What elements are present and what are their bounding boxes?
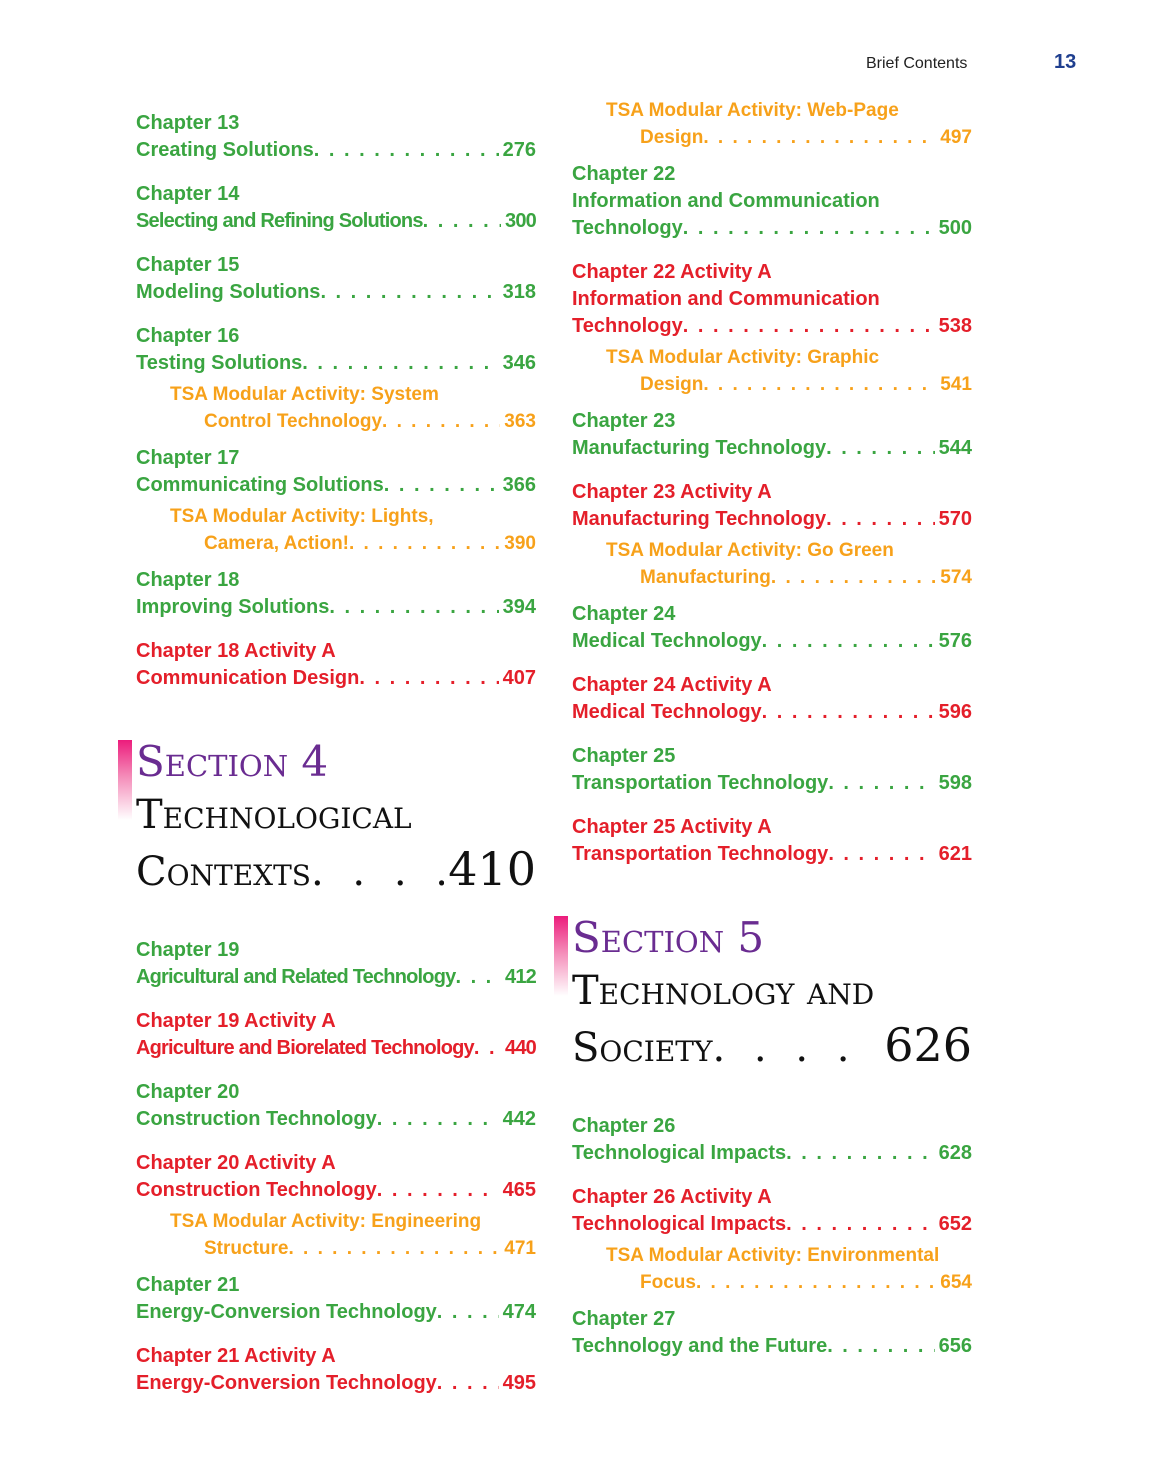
chapter-number: Chapter 19 <box>136 939 240 961</box>
section-heading <box>136 736 536 899</box>
chapter-number: Chapter 21 Activity A <box>136 1345 336 1367</box>
activity-entry[interactable] <box>572 479 972 533</box>
toc-line[interactable] <box>572 841 972 868</box>
entry-page: 363 <box>504 411 536 432</box>
toc-line[interactable] <box>572 313 972 340</box>
toc-line[interactable] <box>136 1177 536 1204</box>
activity-entry[interactable] <box>136 1008 536 1062</box>
entry-title: Communicating Solutions <box>136 474 384 496</box>
chapter-entry[interactable] <box>572 1113 972 1167</box>
chapter-number: Chapter 19 Activity A <box>136 1010 336 1032</box>
chapter-entry[interactable] <box>136 445 536 499</box>
leader-dots <box>311 845 444 899</box>
entry-page: 366 <box>502 474 536 496</box>
activity-entry[interactable] <box>572 814 972 868</box>
toc-line[interactable] <box>136 472 536 499</box>
leader-dots <box>703 371 936 398</box>
entry-page: 412 <box>505 966 536 988</box>
toc-line[interactable] <box>136 350 536 377</box>
toc-line[interactable] <box>606 371 972 398</box>
left-column <box>136 110 536 1414</box>
entry-title: Focus <box>640 1272 696 1293</box>
toc-line[interactable] <box>136 1035 536 1062</box>
chapter-number: Chapter 22 <box>572 163 676 185</box>
entry-title: Transportation Technology <box>572 843 829 865</box>
entry-page: 390 <box>504 533 536 554</box>
entry-page: 544 <box>938 437 972 459</box>
chapter-entry[interactable] <box>136 181 536 235</box>
entry-title: Improving Solutions <box>136 596 330 618</box>
entry-title: Manufacturing Technology <box>572 508 827 530</box>
leader-dots <box>786 1140 935 1167</box>
toc-line[interactable] <box>572 1333 972 1360</box>
leader-dots <box>377 1177 499 1204</box>
entry-title: Creating Solutions <box>136 139 314 161</box>
leader-dots <box>288 1235 500 1262</box>
section-number: Section 4 <box>136 737 329 786</box>
toc-line[interactable] <box>170 1235 536 1262</box>
toc-line[interactable] <box>606 124 972 151</box>
leader-dots <box>826 506 935 533</box>
toc-line[interactable] <box>136 964 536 991</box>
leader-dots <box>437 1370 499 1397</box>
entry-title: Camera, Action! <box>204 533 349 554</box>
entry-page: 497 <box>940 127 972 148</box>
entry-title: Communication Design <box>136 667 360 689</box>
chapter-number: Chapter 27 <box>572 1308 676 1330</box>
entry-title: Construction Technology <box>136 1108 377 1130</box>
entry-title: Energy-Conversion Technology <box>136 1301 437 1323</box>
toc-line[interactable] <box>606 1269 972 1296</box>
entry-title: Technological Impacts <box>572 1142 787 1164</box>
section-title-line2[interactable] <box>136 842 536 899</box>
entry-title: Transportation Technology <box>572 772 829 794</box>
entry-title: Technology and the Future <box>572 1335 828 1357</box>
chapter-entry[interactable] <box>136 252 536 306</box>
chapter-number: Chapter 18 <box>136 569 240 591</box>
section-title-line2[interactable] <box>572 1018 972 1075</box>
toc-line[interactable] <box>136 137 536 164</box>
entry-page: 495 <box>502 1372 536 1394</box>
chapter-number: Chapter 14 <box>136 183 240 205</box>
leader-dots <box>314 137 499 164</box>
leader-dots <box>302 350 498 377</box>
entry-title: Technology <box>572 217 683 239</box>
tsa-activity-entry[interactable] <box>572 97 972 151</box>
entry-title: Modeling Solutions <box>136 281 321 303</box>
entry-title: Design <box>640 127 704 148</box>
toc-line[interactable] <box>136 594 536 621</box>
chapter-entry[interactable] <box>572 408 972 462</box>
entry-title: Manufacturing Technology <box>572 437 827 459</box>
section-accent-bar <box>554 916 568 996</box>
section-title-text: Contexts <box>136 849 311 895</box>
leader-dots <box>329 594 498 621</box>
toc-line[interactable] <box>572 215 972 242</box>
tsa-activity-title: TSA Modular Activity: Web-Page <box>606 100 899 121</box>
chapter-entry[interactable] <box>136 567 536 621</box>
entry-title: Agricultural and Related Technology <box>136 966 456 988</box>
entry-page: 394 <box>502 596 536 618</box>
entry-title: Design <box>640 374 704 395</box>
tsa-activity-entry[interactable] <box>136 1208 536 1262</box>
leader-dots <box>377 1106 499 1133</box>
chapter-number: Chapter 24 Activity A <box>572 674 772 696</box>
tsa-activity-entry[interactable] <box>572 537 972 591</box>
tsa-activity-entry[interactable] <box>572 344 972 398</box>
toc-line[interactable] <box>606 564 972 591</box>
toc-line[interactable] <box>572 628 972 655</box>
tsa-activity-entry[interactable] <box>136 503 536 557</box>
entry-title: Manufacturing <box>640 567 771 588</box>
chapter-number: Chapter 25 Activity A <box>572 816 772 838</box>
entry-title: Control Technology <box>204 411 383 432</box>
tsa-activity-title: TSA Modular Activity: Graphic <box>606 347 880 368</box>
leader-dots <box>828 841 934 868</box>
chapter-entry[interactable] <box>136 110 536 164</box>
chapter-number: Chapter 25 <box>572 745 676 767</box>
toc-line[interactable] <box>170 408 536 435</box>
entry-page: 474 <box>502 1301 536 1323</box>
entry-page: 574 <box>940 567 972 588</box>
leader-dots <box>786 1211 935 1238</box>
chapter-entry[interactable] <box>136 1079 536 1133</box>
right-column <box>572 100 972 1377</box>
entry-page: 407 <box>502 667 536 689</box>
tsa-activity-title: TSA Modular Activity: Environmental <box>606 1245 940 1266</box>
chapter-number: Chapter 16 <box>136 325 240 347</box>
entry-page: 576 <box>938 630 972 652</box>
entry-page: 465 <box>502 1179 536 1201</box>
section-heading <box>572 912 972 1075</box>
leader-dots <box>474 1035 501 1062</box>
entry-page: 541 <box>940 374 972 395</box>
leader-dots <box>437 1299 499 1326</box>
entry-title: Energy-Conversion Technology <box>136 1372 437 1394</box>
running-header-label: Brief Contents <box>866 55 968 72</box>
entry-title: Selecting and Refining Solutions <box>136 210 423 232</box>
leader-dots <box>455 964 501 991</box>
leader-dots <box>423 208 501 235</box>
page-number: 13 <box>1054 51 1077 73</box>
entry-title: Medical Technology <box>572 630 762 652</box>
entry-title: Agriculture and Biorelated Technology <box>136 1037 474 1059</box>
chapter-number: Chapter 18 Activity A <box>136 640 336 662</box>
toc-line[interactable] <box>136 279 536 306</box>
entry-page: 471 <box>504 1238 536 1259</box>
chapter-entry[interactable] <box>136 937 536 991</box>
section-page: 626 <box>884 1018 972 1072</box>
tsa-activity-title: TSA Modular Activity: Engineering <box>170 1211 482 1232</box>
leader-dots <box>696 1269 936 1296</box>
leader-dots <box>349 530 500 557</box>
chapter-number: Chapter 26 Activity A <box>572 1186 772 1208</box>
leader-dots <box>384 472 499 499</box>
toc-group <box>572 97 972 868</box>
entry-page: 598 <box>938 772 972 794</box>
toc-line[interactable] <box>572 1140 972 1167</box>
chapter-number: Chapter 26 <box>572 1115 676 1137</box>
chapter-number: Chapter 21 <box>136 1274 240 1296</box>
entry-page: 628 <box>938 1142 972 1164</box>
toc-group <box>136 937 536 1397</box>
chapter-title-line: Information and Communication <box>572 190 880 212</box>
activity-entry[interactable] <box>136 1150 536 1204</box>
entry-page: 656 <box>938 1335 972 1357</box>
entry-page: 300 <box>505 210 536 232</box>
leader-dots <box>382 408 500 435</box>
entry-page: 318 <box>502 281 536 303</box>
toc-line[interactable] <box>136 1370 536 1397</box>
leader-dots <box>359 665 498 692</box>
leader-dots <box>771 564 936 591</box>
leader-dots <box>703 124 936 151</box>
chapter-number: Chapter 22 Activity A <box>572 261 772 283</box>
leader-dots <box>712 1021 880 1075</box>
tsa-activity-entry[interactable] <box>572 1242 972 1296</box>
tsa-activity-title: TSA Modular Activity: Go Green <box>606 540 894 561</box>
chapter-number: Chapter 17 <box>136 447 240 469</box>
entry-page: 621 <box>938 843 972 865</box>
entry-title: Technological Impacts <box>572 1213 787 1235</box>
entry-page: 652 <box>938 1213 972 1235</box>
toc-line[interactable] <box>170 530 536 557</box>
section-number: Section 5 <box>572 913 765 962</box>
entry-page: 654 <box>940 1272 972 1293</box>
entry-page: 538 <box>938 315 972 337</box>
activity-entry[interactable] <box>572 672 972 726</box>
leader-dots <box>828 770 934 797</box>
toc-line[interactable] <box>572 770 972 797</box>
entry-page: 442 <box>502 1108 536 1130</box>
entry-page: 596 <box>938 701 972 723</box>
toc-line[interactable] <box>136 1106 536 1133</box>
tsa-activity-title: TSA Modular Activity: System <box>170 384 439 405</box>
chapter-number: Chapter 23 Activity A <box>572 481 772 503</box>
leader-dots <box>827 1333 934 1360</box>
entry-page: 500 <box>938 217 972 239</box>
activity-entry[interactable] <box>572 259 972 340</box>
entry-page: 570 <box>938 508 972 530</box>
toc-line[interactable] <box>136 665 536 692</box>
chapter-number: Chapter 20 Activity A <box>136 1152 336 1174</box>
entry-title: Medical Technology <box>572 701 762 723</box>
section-accent-bar <box>118 740 132 820</box>
chapter-entry[interactable] <box>136 1272 536 1326</box>
chapter-number: Chapter 15 <box>136 254 240 276</box>
chapter-entry[interactable] <box>136 323 536 377</box>
entry-title: Testing Solutions <box>136 352 303 374</box>
chapter-title-line: Information and Communication <box>572 288 880 310</box>
section-title-text: Society <box>572 1025 713 1071</box>
activity-entry[interactable] <box>136 638 536 692</box>
leader-dots <box>683 313 935 340</box>
activity-entry[interactable] <box>572 1184 972 1238</box>
toc-group <box>136 110 536 692</box>
tsa-activity-entry[interactable] <box>136 381 536 435</box>
toc-line[interactable] <box>572 435 972 462</box>
chapter-number: Chapter 20 <box>136 1081 240 1103</box>
chapter-number: Chapter 13 <box>136 112 240 134</box>
entry-title: Construction Technology <box>136 1179 377 1201</box>
chapter-entry[interactable] <box>572 743 972 797</box>
leader-dots <box>320 279 498 306</box>
leader-dots <box>826 435 935 462</box>
toc-line[interactable] <box>572 506 972 533</box>
leader-dots <box>683 215 935 242</box>
toc-line[interactable] <box>136 1299 536 1326</box>
section-title-line1: Technological <box>136 792 412 838</box>
entry-title: Technology <box>572 315 683 337</box>
toc-line[interactable] <box>572 699 972 726</box>
activity-entry[interactable] <box>136 1343 536 1397</box>
chapter-entry[interactable] <box>572 1306 972 1360</box>
chapter-entry[interactable] <box>572 161 972 242</box>
toc-group <box>572 1113 972 1360</box>
toc-line[interactable] <box>136 208 536 235</box>
leader-dots <box>762 699 935 726</box>
entry-page: 276 <box>502 139 536 161</box>
chapter-number: Chapter 23 <box>572 410 676 432</box>
section-title-line1: Technology and <box>572 968 875 1014</box>
chapter-entry[interactable] <box>572 601 972 655</box>
section-page: 410 <box>448 842 536 896</box>
toc-line[interactable] <box>572 1211 972 1238</box>
tsa-activity-title: TSA Modular Activity: Lights, <box>170 506 434 527</box>
entry-page: 440 <box>505 1037 536 1059</box>
leader-dots <box>762 628 935 655</box>
entry-title: Structure <box>204 1238 289 1259</box>
entry-page: 346 <box>502 352 536 374</box>
chapter-number: Chapter 24 <box>572 603 676 625</box>
